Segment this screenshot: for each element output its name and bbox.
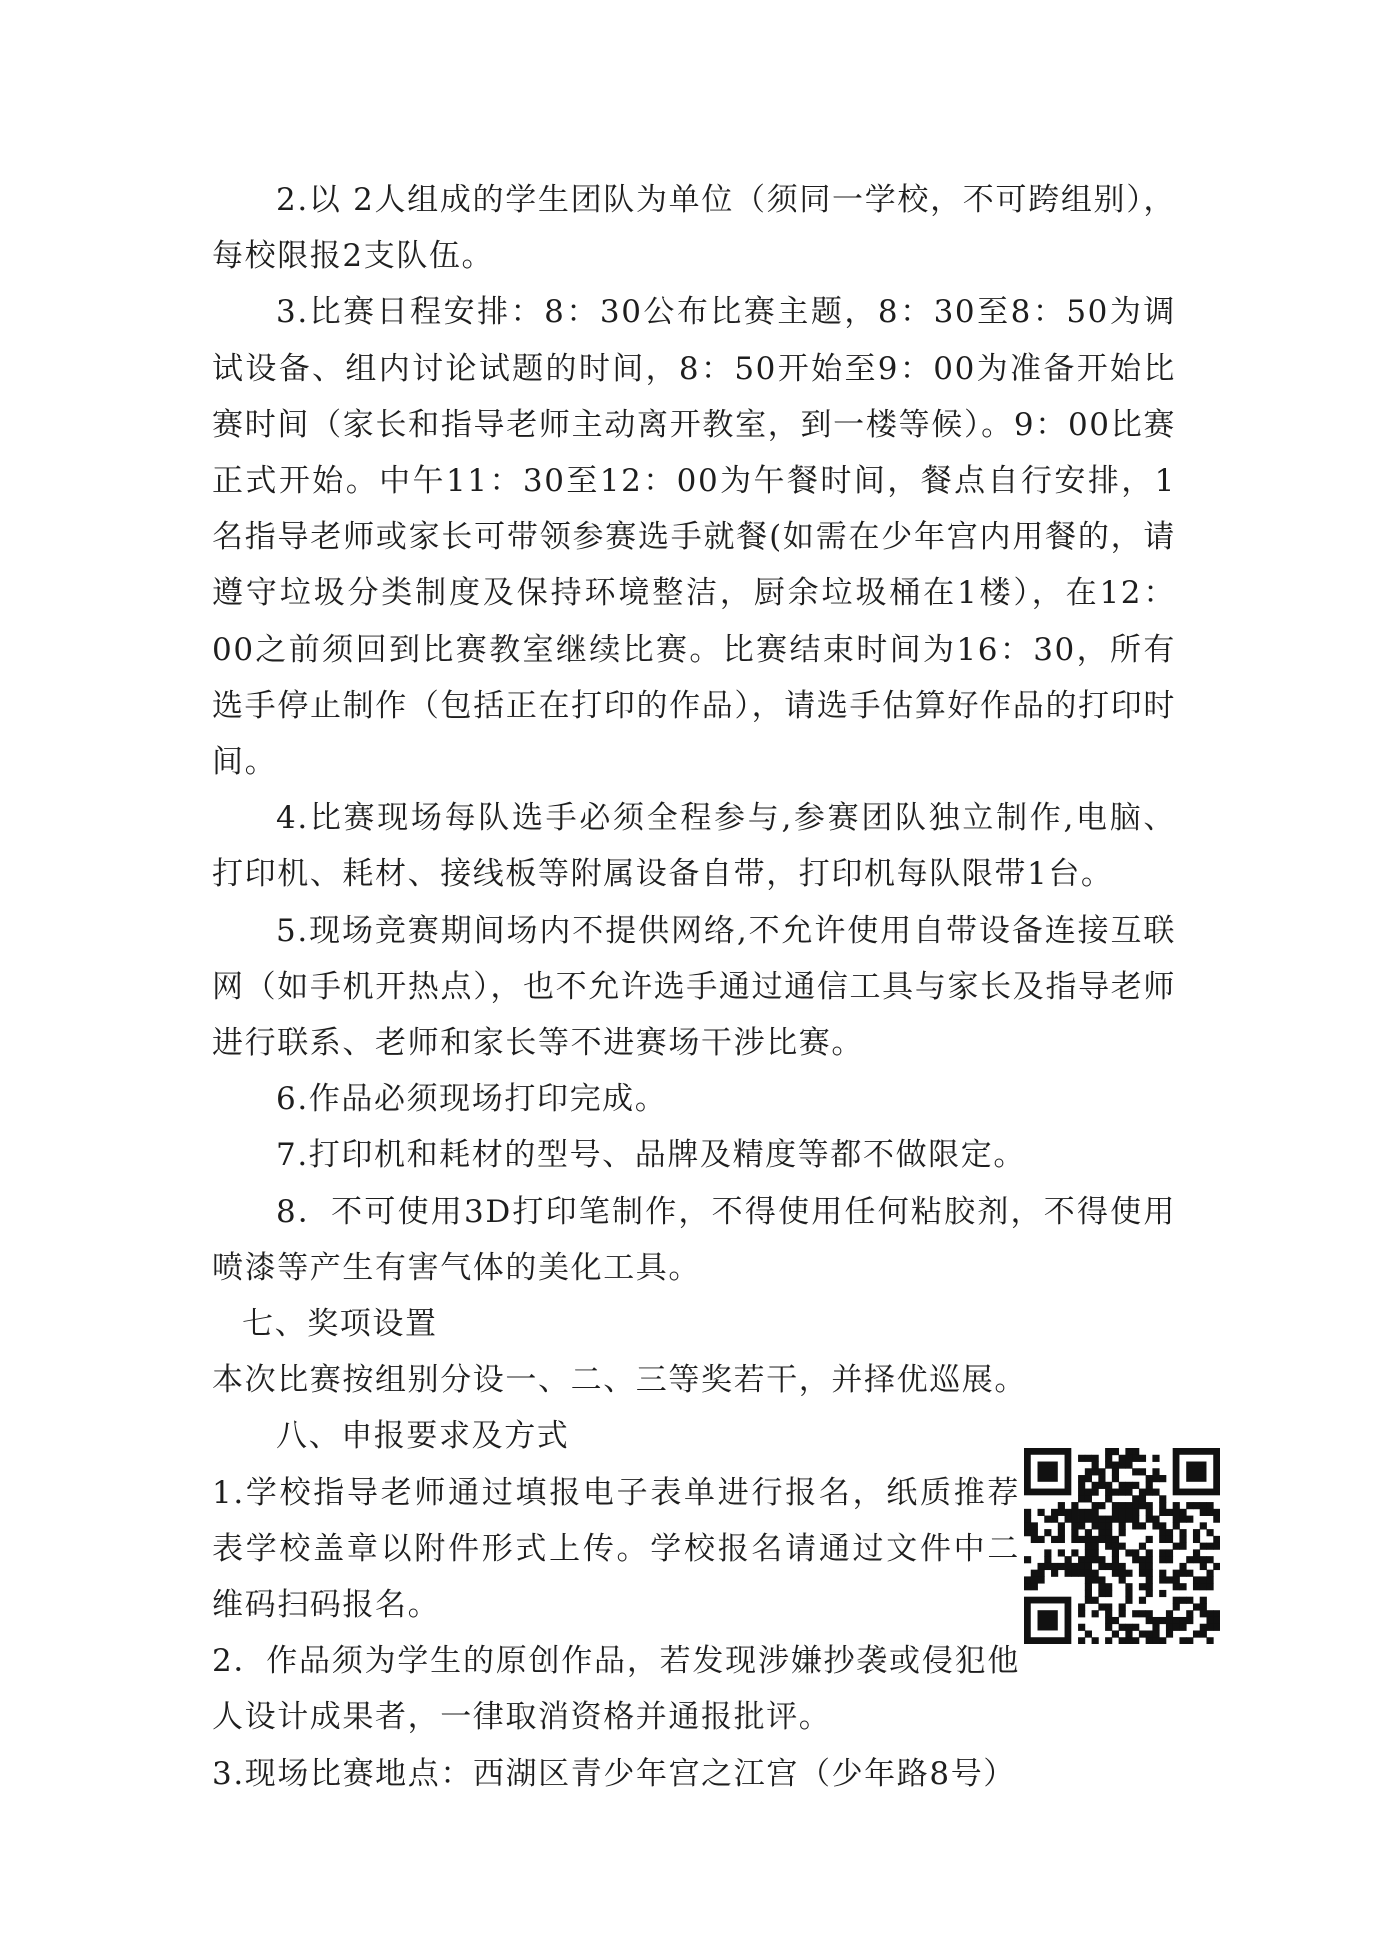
section-heading-awards: 七、奖项设置	[242, 1306, 438, 1343]
application-item-1: 1.学校指导老师通过填报电子表单进行报名，纸质推荐表学校盖章以附件形式上传。学校报名请通过文件中二维码扫码报名。	[212, 1474, 1020, 1624]
rule-paragraph-2: 2.以 2人组成的学生团队为单位（须同一学校，不可跨组别），每校限报2支队伍。	[212, 182, 1176, 275]
rule-paragraph-7: 7.打印机和耗材的型号、品牌及精度等都不做限定。	[276, 1137, 1026, 1174]
rule-paragraph-8: 8．不可使用3D打印笔制作，不得使用任何粘胶剂，不得使用喷漆等产生有害气体的美化工具。	[212, 1193, 1176, 1286]
awards-body: 本次比赛按组别分设一、二、三等奖若干，并择优巡展。	[212, 1362, 1027, 1399]
qr-code-icon[interactable]	[1024, 1448, 1220, 1644]
rule-paragraph-5: 5.现场竞赛期间场内不提供网络,不允许使用自带设备连接互联网（如手机开热点），也不允许选手通过通信工具与家长及指导老师进行联系、老师和家长等不进赛场干涉比赛。	[212, 912, 1176, 1062]
section-heading-application: 八、申报要求及方式	[276, 1418, 570, 1455]
application-item-2: 2．作品须为学生的原创作品，若发现涉嫌抄袭或侵犯他人设计成果者，一律取消资格并通报批评。	[212, 1643, 1020, 1736]
rule-paragraph-4: 4.比赛现场每队选手必须全程参与,参赛团队独立制作,电脑、打印机、耗材、接线板等附属设备自带，打印机每队限带1台。	[212, 800, 1176, 893]
application-item-3: 3.现场比赛地点：西湖区青少年宫之江宫（少年路8号）	[212, 1755, 1016, 1792]
rule-paragraph-6: 6.作品必须现场打印完成。	[276, 1081, 668, 1118]
rule-paragraph-3-schedule: 3.比赛日程安排：8：30公布比赛主题，8：30至8：50为调试设备、组内讨论试题的时间，8：50开始至9：00为准备开始比赛时间（家长和指导老师主动离开教室，到一楼等候）。9：00比赛正式开始。中午11：30至12：00为午餐时间，餐点自行安排，1名指导老师或家长可带领参赛选手就餐(如需在少年宫内用餐的，请遵守垃圾分类制度及保持环境整洁，厨余垃圾桶在1楼），在12：00之前须回到比赛教室继续比赛。比赛结束时间为16：30，所有选手停止制作（包括正在打印的作品），请选手估算好作品的打印时间。	[212, 294, 1176, 781]
qr-code-graphic	[1024, 1448, 1220, 1644]
